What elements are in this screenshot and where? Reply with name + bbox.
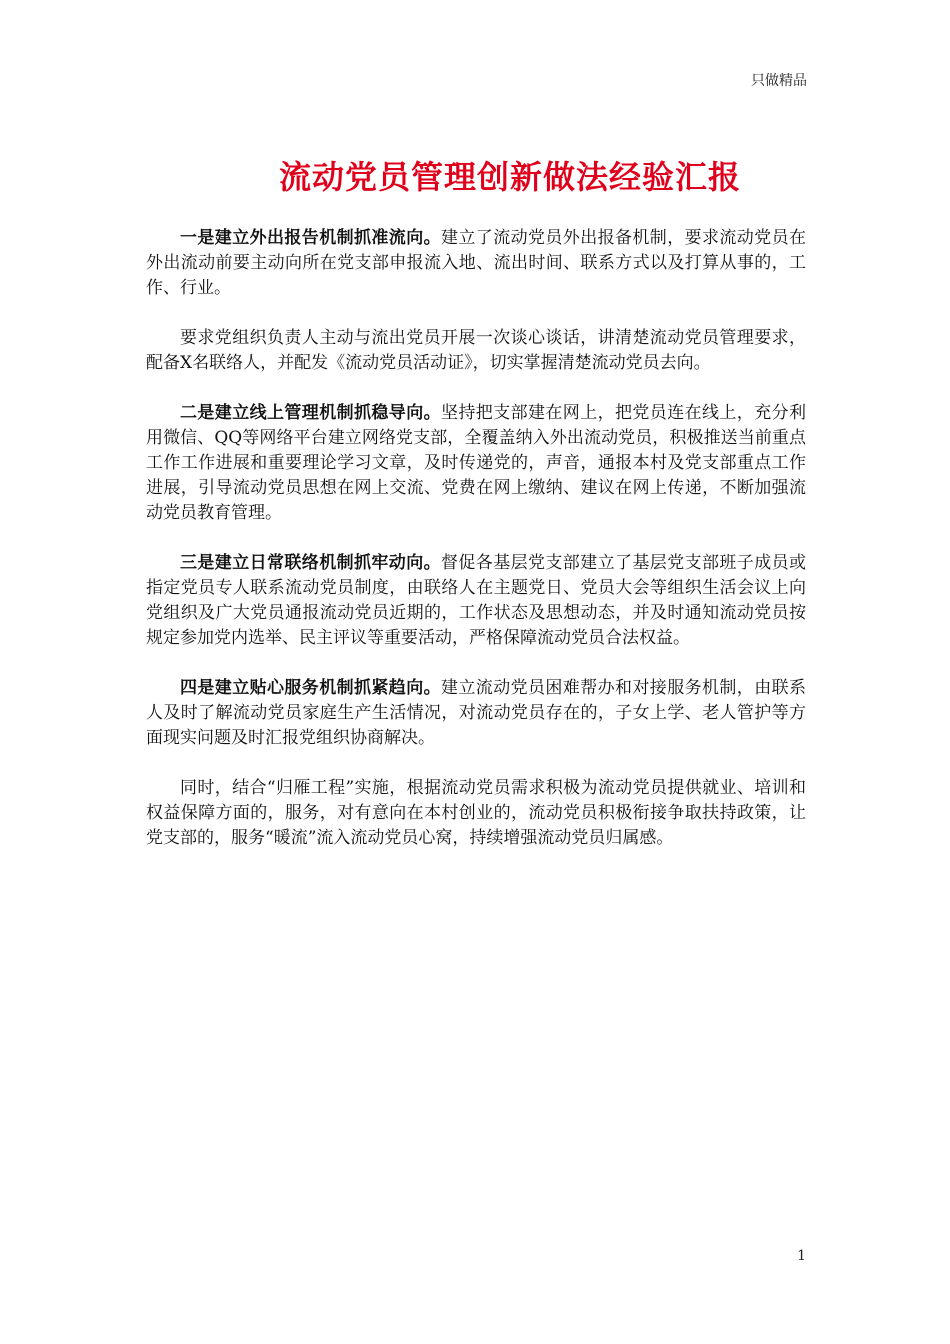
paragraph-5-text: 建立流动党员困难帮办和对接服务机制，由联系人及时了解流动党员家庭生产生活情况，对流动党员存在的，子女上学、老人管护等方面现实问题及时汇报党组织协商解决。 [146,678,806,748]
paragraph-3-lead: 二是建立线上管理机制抓稳导向。 [180,403,441,423]
paragraph-5-lead: 四是建立贴心服务机制抓紧趋向。 [180,678,441,698]
paragraph-1-text: 建立了流动党员外出报备机制，要求流动党员在外出流动前要主动向所在党支部申报流入地、流出时间、联系方式以及打算从事的，工作、行业。 [146,228,806,298]
paragraph-1 [146,226,806,301]
paragraph-6-text: 同时，结合“归雁工程”实施，根据流动党员需求积极为流动党员提供就业、培训和权益保障方面的，服务，对有意向在本村创业的，流动党员积极衔接争取扶持政策，让党支部的，服务“暖流”流入流动党员心窝，持续增强流动党员归属感。 [146,778,806,848]
paragraph-5 [146,676,806,751]
paragraph-4 [146,551,806,651]
document-body [146,226,806,876]
document-title: 流动党员管理创新做法经验汇报 [278,158,741,196]
paragraph-2-text: 要求党组织负责人主动与流出党员开展一次谈心谈话，讲清楚流动党员管理要求，配备X名联络人，并配发《流动党员活动证》，切实掌握清楚流动党员去向。 [146,328,806,373]
paragraph-3-text: 坚持把支部建在网上，把党员连在线上，充分利用微信、QQ等网络平台建立网络党支部，全覆盖纳入外出流动党员，积极推送当前重点工作工作进展和重要理论学习文章，及时传递党的，声音，通报本村及党支部重点工作进展，引导流动党员思想在网上交流、党费在网上缴纳、建议在网上传递，不断加强流动党员教育管理。 [146,403,806,523]
paragraph-3 [146,401,806,526]
paragraph-6 [146,776,806,851]
header-note: 只做精品 [751,73,807,89]
page-number: 1 [797,1248,806,1264]
paragraph-4-text: 督促各基层党支部建立了基层党支部班子成员或指定党员专人联系流动党员制度，由联络人在主题党日、党员大会等组织生活会议上向党组织及广大党员通报流动党员近期的，工作状态及思想动态，并及时通知流动党员按规定参加党内选举、民主评议等重要活动，严格保障流动党员合法权益。 [146,553,806,648]
paragraph-4-lead: 三是建立日常联络机制抓牢动向。 [180,553,441,573]
paragraph-2 [146,326,806,376]
paragraph-1-lead: 一是建立外出报告机制抓准流向。 [180,228,441,248]
